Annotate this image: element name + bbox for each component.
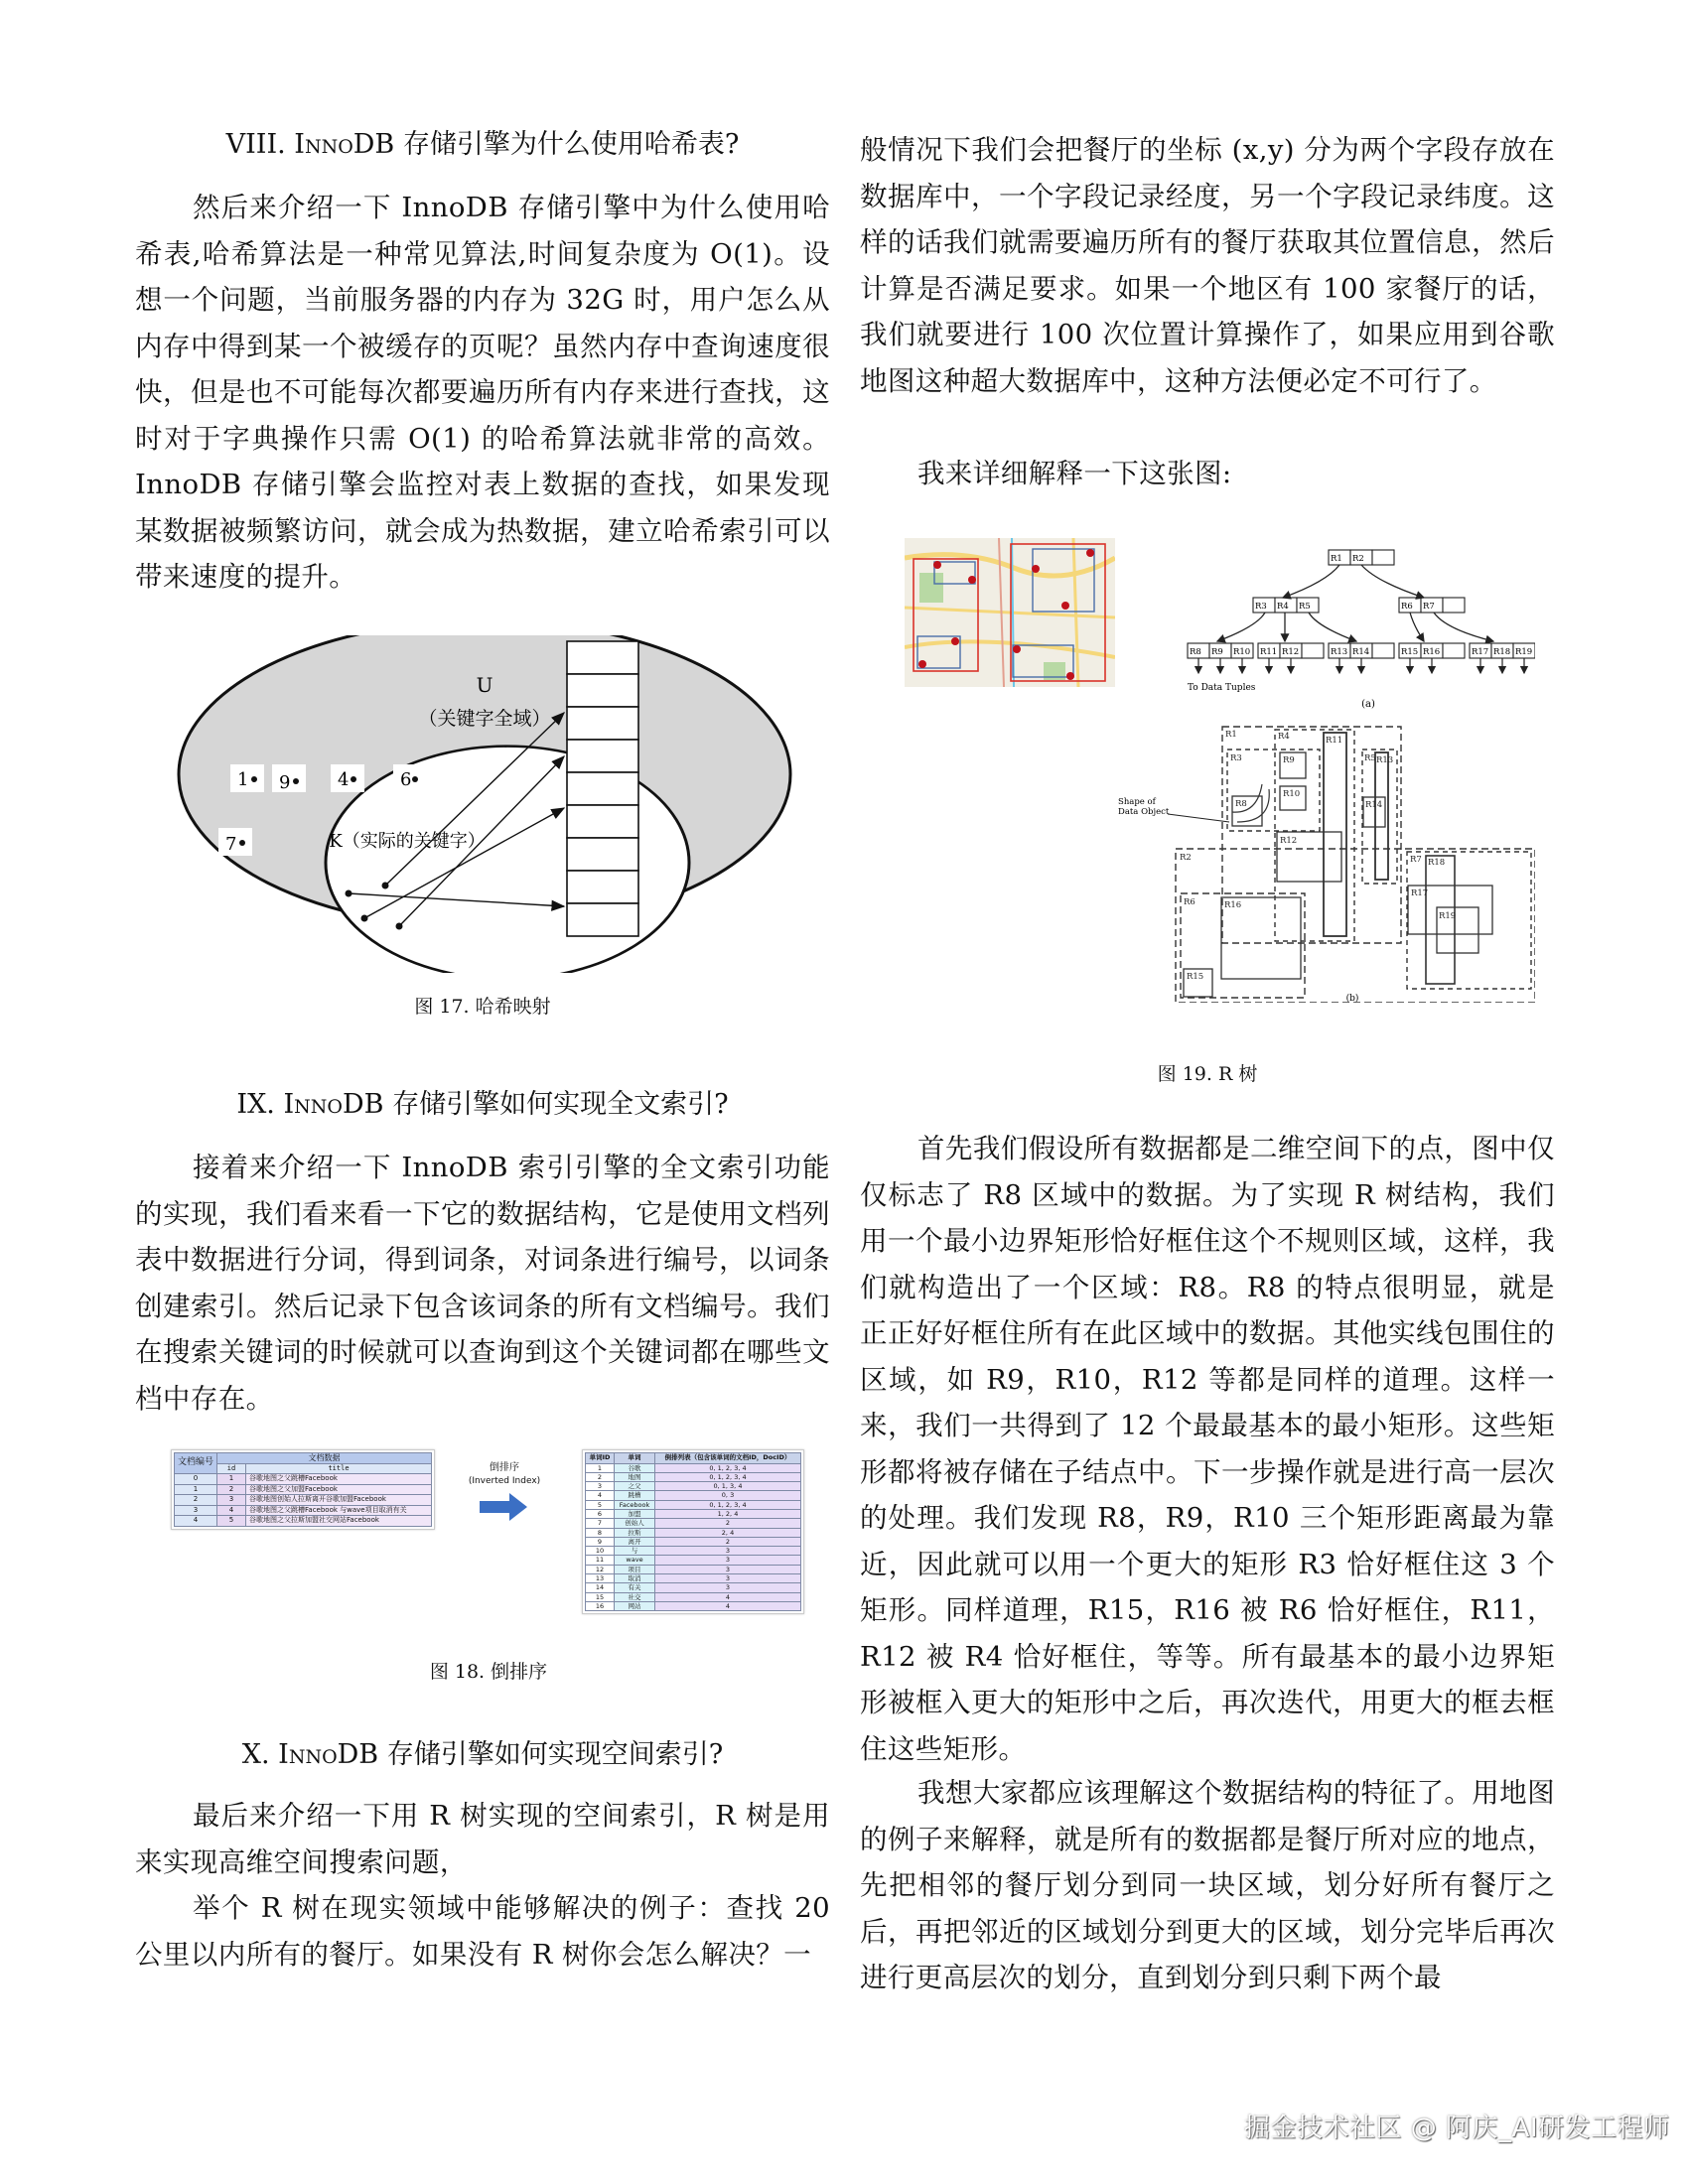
inverted-row: [586, 1491, 801, 1500]
hash-slot: [567, 707, 638, 740]
tree-node-r2: [1399, 598, 1465, 613]
word-id-cell: 13: [586, 1574, 615, 1583]
col-posting-list: 倒排列表（包含该单词的文档ID，DocID）: [655, 1453, 801, 1464]
region-r11: [1324, 733, 1346, 936]
region-label: R1: [1225, 730, 1237, 740]
shape-of-data-object-label: Shape of: [1118, 797, 1156, 807]
word-id-cell: 15: [586, 1592, 615, 1601]
word-id-cell: 3: [586, 1482, 615, 1491]
word-id-cell: 14: [586, 1583, 615, 1592]
region-r5: [1362, 750, 1397, 884]
word-cell: 项目: [615, 1565, 655, 1573]
arrow-label-en: (Inverted Index): [468, 1476, 541, 1486]
posting-list-cell: 3: [655, 1574, 801, 1583]
tree-entry-label: R2: [1352, 554, 1364, 564]
tree-leaf-node: [1188, 643, 1253, 658]
region-r13: [1375, 752, 1388, 880]
doc-title-cell: 谷歌地图创始人拉斯离开谷歌加盟Facebook: [246, 1495, 432, 1506]
region-label: R7: [1410, 855, 1422, 865]
word-cell: wave: [615, 1556, 655, 1565]
doc-id-cell: 1: [217, 1474, 246, 1485]
restaurant-map-thumbnail: [905, 538, 1115, 687]
doc-id-cell: 3: [217, 1495, 246, 1506]
document-row: [175, 1474, 432, 1485]
paragraph-rtree-example: 举个 R 树在现实领域中能够解决的例子：查找 20 公里以内所有的餐厅。如果没有 R 树你会怎么解决？一: [135, 1892, 830, 1971]
document-table: [174, 1452, 432, 1527]
subfigure-a-label: (a): [1361, 699, 1375, 710]
word-cell: 离开: [615, 1537, 655, 1546]
tree-entry-label: R16: [1423, 647, 1441, 657]
hash-slot: [567, 838, 638, 871]
hash-slot: [567, 805, 638, 838]
paragraph-restaurant-coords: 般情况下我们会把餐厅的坐标 (x,y) 分为两个字段存放在数据库中，一个字段记录经度，另一个字段记录纬度。这样的话我们就需要遍历所有的餐厅获取其位置信息，然后计算是否满足要求。如果一个地区有 100 家餐厅的话，我们就要进行 100 次位置计算操作了，如果应用到谷歌地图这种超大数据库中，这种方法便必定不可行了。: [860, 134, 1555, 397]
tree-leaf-node: [1258, 643, 1324, 658]
region-label: R14: [1365, 800, 1383, 810]
region-label: R8: [1235, 799, 1247, 809]
region-label: R2: [1180, 853, 1192, 863]
section-numeral: IX.: [236, 1089, 275, 1120]
posting-list-cell: 2: [655, 1537, 801, 1546]
key-box-7: [218, 828, 252, 856]
inverted-row: [586, 1509, 801, 1518]
tree-entry-label: R15: [1401, 647, 1419, 657]
tree-entry-label: R14: [1352, 647, 1370, 657]
doc-title-cell: 谷歌地图之父加盟Facebook: [246, 1484, 432, 1495]
region-label: R17: [1411, 888, 1429, 898]
key-box-6: [393, 764, 427, 792]
region-label: R16: [1224, 900, 1242, 910]
key-box-4: [331, 764, 364, 792]
inverted-row: [586, 1556, 801, 1565]
doc-title-cell: 谷歌地图之父拉斯加盟社交网站Facebook: [246, 1516, 432, 1527]
subfigure-b-label: (b): [1345, 994, 1359, 1003]
word-cell: 跳槽: [615, 1491, 655, 1500]
col-doc-number: 文档编号: [175, 1453, 217, 1474]
paragraph-hash-table: 然后来介绍一下 InnoDB 存储引擎中为什么使用哈希表,哈希算法是一种常见算法,时间复杂度为 O(1)。设想一个问题，当前服务器的内存为 32G 时，用户怎么从内存中得到某一个被缓存的页呢？虽然内存中查询速度很快，但是也不可能每次都要遍历所有内存来进行查找，这时对于字典操作只需 O(1) 的哈希算法就非常的高效。InnoDB 存储引擎会监控对表上数据的查找，如果发现某数据被频繁访问，就会成为热数据，建立哈希索引可以带来速度的提升。: [135, 192, 830, 593]
word-cell: 谷歌: [615, 1463, 655, 1472]
region-label: R13: [1376, 755, 1394, 765]
hash-slot: [567, 740, 638, 772]
region-label: R18: [1428, 858, 1446, 868]
tree-entry-label: R9: [1211, 647, 1223, 657]
col-doc-data: 文档数据: [217, 1453, 432, 1464]
tree-entry-label: R3: [1255, 602, 1267, 612]
figure-19-rtree: [860, 526, 1555, 1003]
figure-19-caption: 图 19. R 树: [1157, 1063, 1258, 1085]
section-heading-8: [135, 125, 830, 165]
tree-leaf-node: [1329, 643, 1394, 658]
inverted-row: [586, 1565, 801, 1573]
section-title-text: 存储引擎为什么使用哈希表?: [402, 129, 740, 160]
tree-entry-label: R12: [1282, 647, 1300, 657]
col-id: id: [217, 1463, 246, 1474]
word-cell: 拉斯: [615, 1528, 655, 1537]
inverted-row: [586, 1537, 801, 1546]
region-label: R11: [1326, 736, 1343, 746]
right-arrow-icon: [480, 1493, 529, 1521]
region-label: R5: [1364, 753, 1376, 763]
region-label: R19: [1439, 911, 1457, 921]
doc-title-cell: 谷歌地图之父跳槽Facebook 与wave项目取消有关: [246, 1505, 432, 1516]
doc-number-cell: 0: [175, 1474, 217, 1485]
paragraph-map-example: 我想大家都应该理解这个数据结构的特征了。用地图的例子来解释，就是所有的数据都是餐厅所对应的地点，先把相邻的餐厅划分到同一块区域，划分好所有餐厅之后，再把邻近的区域划分到更大的区域，划分完毕后再次进行更高层次的划分，直到划分到只剩下两个最: [860, 1777, 1555, 1993]
tree-entry-label: R13: [1331, 647, 1348, 657]
word-cell: 创始人: [615, 1519, 655, 1528]
word-id-cell: 6: [586, 1509, 615, 1518]
hash-slot: [567, 641, 638, 674]
word-cell: Facebook: [615, 1500, 655, 1509]
region-label: R9: [1283, 755, 1295, 765]
posting-list-cell: 0, 1, 2, 3, 4: [655, 1472, 801, 1481]
inverted-table-body: [586, 1463, 801, 1611]
doc-title-cell: 谷歌地图之父跳槽Facebook: [246, 1474, 432, 1485]
hash-slot: [567, 903, 638, 936]
word-id-cell: 2: [586, 1472, 615, 1481]
svg-text:1: 1: [237, 769, 249, 790]
posting-list-cell: 4: [655, 1601, 801, 1610]
doc-number-cell: 2: [175, 1495, 217, 1506]
document-row: [175, 1495, 432, 1506]
figure-18-inverted-index: [171, 1449, 806, 1683]
region-label: R6: [1184, 897, 1196, 907]
inverted-row: [586, 1500, 801, 1509]
posting-list-cell: 3: [655, 1556, 801, 1565]
inverted-row: [586, 1472, 801, 1481]
section-numeral: X.: [241, 1739, 270, 1770]
svg-text:4: 4: [338, 769, 350, 790]
section-heading-9: [135, 1085, 830, 1125]
rtree-regions-b: [1118, 715, 1535, 1003]
inverted-row: [586, 1592, 801, 1601]
figure-17-caption: 图 17. 哈希映射: [414, 996, 551, 1018]
shape-of-data-object-label-2: Data Object: [1118, 807, 1170, 817]
doc-id-cell: 2: [217, 1484, 246, 1495]
doc-number-cell: 1: [175, 1484, 217, 1495]
watermark: 掘金技术社区 @ 阿庆_AI研发工程师: [1244, 2114, 1670, 2143]
tree-entry-label: R18: [1493, 647, 1511, 657]
tree-entry-label: R7: [1423, 602, 1435, 612]
word-id-cell: 7: [586, 1519, 615, 1528]
document-row: [175, 1484, 432, 1495]
doc-id-cell: 5: [217, 1516, 246, 1527]
inverted-row: [586, 1574, 801, 1583]
rtree-structure-a: [1158, 532, 1535, 711]
word-id-cell: 1: [586, 1463, 615, 1472]
hash-table-slots: [567, 641, 638, 936]
posting-list-cell: 0, 3: [655, 1491, 801, 1500]
paragraph-spatial-index: 最后来介绍一下用 R 树实现的空间索引，R 树是用来实现高维空间搜索问题，: [135, 1800, 830, 1878]
paragraph-fulltext-index: 接着来介绍一下 InnoDB 索引引擎的全文索引功能的实现，我们看来看一下它的数据结构，它是使用文档列表中数据进行分词，得到词条，对词条进行编号，以词条创建索引。然后记录下包含该词条的所有文档编号。我们在搜索关键词的时候就可以查询到这个关键词都在哪些文档中存在。: [135, 1152, 830, 1415]
region-label: R3: [1230, 753, 1242, 763]
posting-list-cell: 1, 2, 4: [655, 1509, 801, 1518]
posting-list-cell: 3: [655, 1547, 801, 1556]
document-table-body: [175, 1474, 432, 1527]
tree-entry-label: R1: [1331, 554, 1342, 564]
word-id-cell: 16: [586, 1601, 615, 1610]
tree-entry-label: R4: [1277, 602, 1289, 612]
inverted-row: [586, 1583, 801, 1592]
word-cell: 与: [615, 1547, 655, 1556]
figure-18-caption: 图 18. 倒排序: [429, 1661, 548, 1683]
hash-slot: [567, 772, 638, 805]
posting-list-cell: 4: [655, 1592, 801, 1601]
region-r6: [1181, 893, 1305, 998]
section-title-text: 存储引擎如何实现空间索引?: [386, 1739, 724, 1770]
section-title-text: 存储引擎如何实现全文索引?: [392, 1089, 729, 1120]
paragraph-rtree-explanation: 首先我们假设所有数据都是二维空间下的点，图中仅仅标志了 R8 区域中的数据。为了实现 R 树结构，我们用一个最小边界矩形恰好框住这个不规则区域，这样，我们就构造出了一个区域：R8。R8 的特点很明显，就是正正好好框住所有在此区域中的数据。其他实线包围住的区域，如 R9，R10，R12 等都是同样的道理。这样一来，我们一共得到了 12 个最最基本的最小矩形。这些矩形都将被存储在子结点中。下一步操作就是进行高一层次的处理。我们发现 R8，R9，R10 三个矩形距离最为靠近，因此就可以用一个更大的矩形 R3 恰好框住这 3 个矩形。同样道理，R15，R16 被 R6 恰好框住，R11，R12 被 R4 恰好框住，等等。所有最基本的最小边界矩形被框入更大的矩形中之后，再次迭代，用更大的框去框住这些矩形。: [860, 1133, 1555, 1765]
svg-text:6: 6: [400, 769, 412, 790]
doc-number-cell: 4: [175, 1516, 217, 1527]
tree-leaf-node: [1470, 643, 1535, 658]
document-row: [175, 1505, 432, 1516]
figure-17-hash-mapping: [165, 635, 800, 1018]
paragraph-figure-intro: 我来详细解释一下这张图:: [917, 458, 1232, 489]
inverted-row: [586, 1463, 801, 1472]
word-id-cell: 12: [586, 1565, 615, 1573]
section-heading-10: [135, 1735, 830, 1775]
word-cell: 取消: [615, 1574, 655, 1583]
tree-entry-label: R8: [1190, 647, 1201, 657]
actual-keys-label: K（实际的关键字）: [329, 831, 486, 852]
hash-slot: [567, 871, 638, 903]
section-numeral: VIII.: [225, 129, 286, 160]
posting-list-cell: 3: [655, 1565, 801, 1573]
tree-root-node: [1329, 550, 1394, 565]
section-title-innodb: InnoDB: [283, 1089, 384, 1120]
word-id-cell: 5: [586, 1500, 615, 1509]
region-r2: [1176, 849, 1535, 1003]
inverted-row: [586, 1482, 801, 1491]
tree-entry-label: R10: [1233, 647, 1251, 657]
doc-id-cell: 4: [217, 1505, 246, 1516]
word-cell: 网站: [615, 1601, 655, 1610]
word-cell: 之父: [615, 1482, 655, 1491]
word-id-cell: 4: [586, 1491, 615, 1500]
inverted-row: [586, 1519, 801, 1528]
universe-sublabel: （关键字全域）: [418, 708, 551, 730]
word-id-cell: 11: [586, 1556, 615, 1565]
key-box-1: [230, 764, 264, 792]
word-cell: 社交: [615, 1592, 655, 1601]
posting-list-cell: 0, 1, 3, 4: [655, 1482, 801, 1491]
hash-mapping-diagram: [165, 635, 800, 973]
section-title-innodb: InnoDB: [278, 1739, 379, 1770]
inverted-table-frame: [582, 1449, 804, 1614]
tree-entry-label: R6: [1401, 602, 1413, 612]
tree-entry-label: R5: [1299, 602, 1311, 612]
posting-list-cell: 0, 1, 2, 3, 4: [655, 1463, 801, 1472]
region-label: R12: [1280, 836, 1298, 846]
posting-list-cell: 2, 4: [655, 1528, 801, 1537]
col-word: 单词: [615, 1453, 655, 1464]
tree-entry-label: R17: [1472, 647, 1489, 657]
inverted-row: [586, 1528, 801, 1537]
section-title-innodb: InnoDB: [294, 129, 395, 160]
universe-label: U: [476, 673, 493, 697]
word-id-cell: 9: [586, 1537, 615, 1546]
document-table-frame: [171, 1449, 435, 1530]
to-data-tuples-label: To Data Tuples: [1188, 683, 1256, 693]
doc-number-cell: 3: [175, 1505, 217, 1516]
word-cell: 有关: [615, 1583, 655, 1592]
posting-list-cell: 0, 1, 2, 3, 4: [655, 1500, 801, 1509]
tree-entry-label: R19: [1515, 647, 1533, 657]
word-cell: 地图: [615, 1472, 655, 1481]
inverted-row: [586, 1601, 801, 1610]
svg-text:7: 7: [225, 834, 237, 855]
region-label: R15: [1187, 972, 1204, 982]
col-word-id: 单词ID: [586, 1453, 615, 1464]
inverted-row: [586, 1547, 801, 1556]
word-id-cell: 10: [586, 1547, 615, 1556]
word-cell: 加盟: [615, 1509, 655, 1518]
svg-text:9: 9: [279, 772, 291, 793]
document-row: [175, 1516, 432, 1527]
region-label: R10: [1283, 789, 1301, 799]
hash-slot: [567, 674, 638, 707]
tree-entry-label: R11: [1260, 647, 1278, 657]
tree-leaf-node: [1399, 643, 1465, 658]
posting-list-cell: 2: [655, 1519, 801, 1528]
posting-list-cell: 3: [655, 1583, 801, 1592]
region-label: R4: [1278, 732, 1290, 742]
key-box-9: [272, 764, 306, 793]
word-id-cell: 8: [586, 1528, 615, 1537]
tree-node-r1: [1253, 598, 1319, 613]
col-title: title: [246, 1463, 432, 1474]
arrow-label: 倒排序: [490, 1462, 519, 1473]
inverted-index-arrow-group: [467, 1461, 542, 1525]
inverted-index-table: [585, 1452, 801, 1611]
